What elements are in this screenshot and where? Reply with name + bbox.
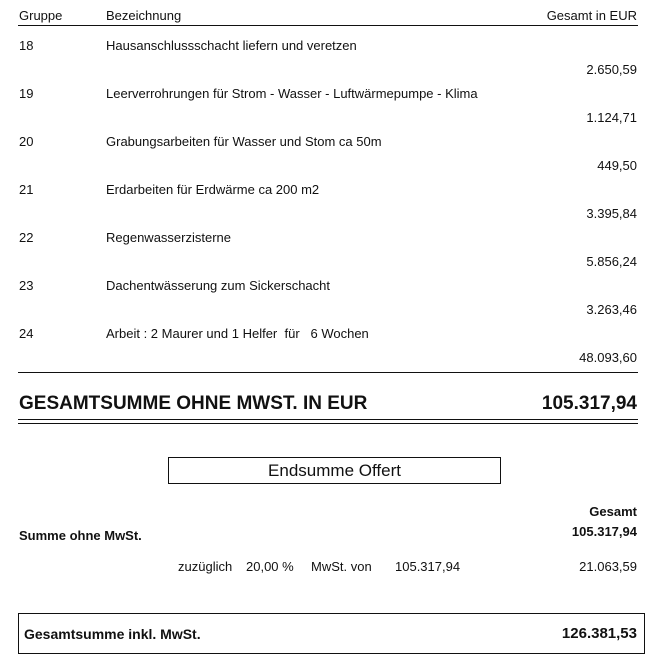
row-bezeichnung: Dachentwässerung zum Sickerschacht	[106, 278, 330, 293]
total-divider-bottom-1	[18, 419, 638, 420]
row-bezeichnung: Grabungsarbeiten für Wasser und Stom ca 50m	[106, 134, 382, 149]
row-gruppe: 23	[19, 278, 34, 293]
row-gruppe: 20	[19, 134, 34, 149]
header-divider	[18, 25, 638, 26]
row-gruppe: 18	[19, 38, 34, 53]
summary-title: Endsumme Offert	[268, 461, 401, 480]
row-gruppe: 22	[19, 230, 34, 245]
vat-rate: 20,00 %	[246, 559, 294, 574]
total-value: 105.317,94	[541, 393, 637, 414]
row-betrag: 5.856,24	[586, 254, 637, 269]
row-betrag: 48.093,60	[579, 350, 637, 365]
total-label: GESAMTSUMME OHNE MWST. IN EUR	[19, 393, 368, 414]
row-bezeichnung: Leerverrohrungen für Strom - Wasser - Luftwärmepumpe - Klima	[106, 86, 478, 101]
gross-total-label: Gesamtsumme inkl. MwSt.	[24, 626, 201, 642]
row-gruppe: 21	[19, 182, 34, 197]
summary-net-value: 105.317,94	[571, 524, 637, 539]
summary-col-gesamt: Gesamt	[589, 504, 637, 519]
row-betrag: 449,50	[597, 158, 637, 173]
row-bezeichnung: Regenwasserzisterne	[106, 230, 232, 245]
row-gruppe: 19	[19, 86, 34, 101]
gross-total-value: 126.381,53	[561, 625, 637, 642]
header-gesamt: Gesamt in EUR	[546, 8, 637, 23]
row-bezeichnung: Erdarbeiten für Erdwärme ca 200 m2	[106, 182, 320, 197]
row-bezeichnung: Hausanschlussschacht liefern und veretzen	[106, 38, 357, 53]
vat-base: 105.317,94	[395, 559, 461, 574]
row-betrag: 3.263,46	[586, 302, 637, 317]
row-gruppe: 24	[19, 326, 34, 341]
vat-prefix: zuzüglich	[178, 559, 233, 574]
total-divider-bottom-2	[18, 423, 638, 424]
row-betrag: 1.124,71	[586, 110, 637, 125]
vat-value: 21.063,59	[579, 559, 637, 574]
gross-total-box	[18, 613, 645, 654]
total-divider-top	[18, 372, 638, 373]
header-bezeichnung: Bezeichnung	[106, 8, 182, 23]
row-bezeichnung: Arbeit : 2 Maurer und 1 Helfer für 6 Wochen	[106, 326, 369, 341]
summary-title-box	[168, 457, 501, 484]
summary-net-label: Summe ohne MwSt.	[19, 528, 142, 543]
row-betrag: 3.395,84	[586, 206, 637, 221]
vat-of-label: MwSt. von	[311, 559, 372, 574]
row-betrag: 2.650,59	[586, 62, 637, 77]
header-gruppe: Gruppe	[19, 8, 63, 23]
